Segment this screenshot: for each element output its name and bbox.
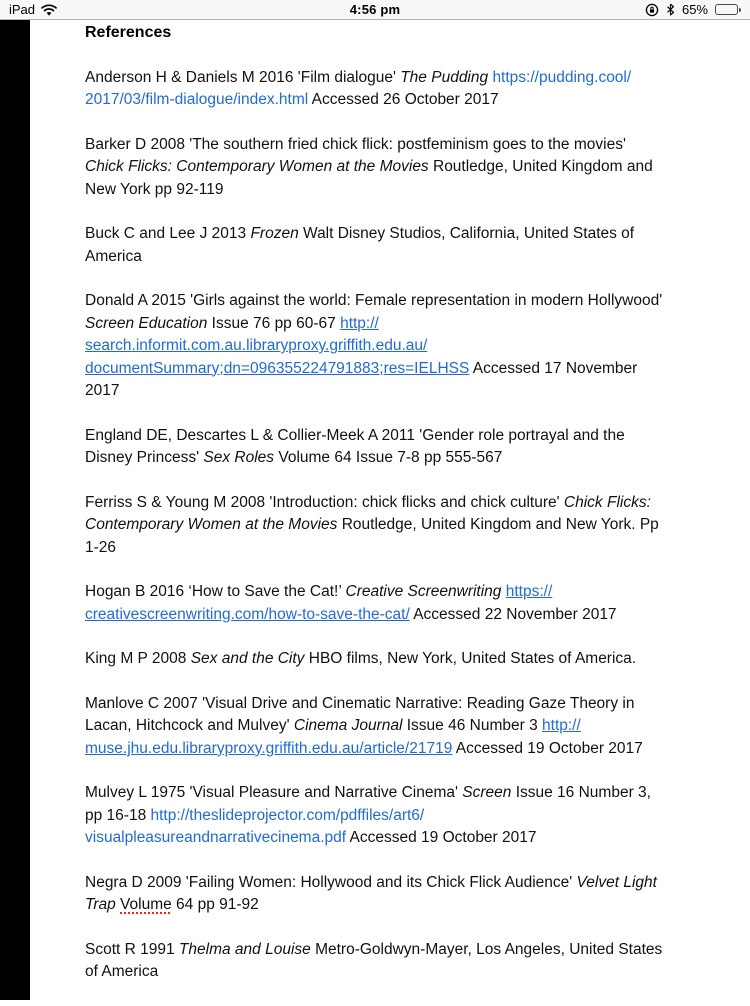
reference-text: Hogan B 2016 ‘How to Save the Cat!’: [85, 583, 346, 600]
reference-title: Sex and the City: [190, 650, 305, 667]
reference-title: Frozen: [250, 225, 299, 242]
reference-text: Volume 64 Issue 7-8 pp 555-567: [274, 449, 503, 466]
reference-link[interactable]: https://creativescreenwriting.com/how-to-save-the-cat/: [85, 583, 553, 623]
reference-text: Routledge, United Kingdom and New York. Pp 1-26: [85, 516, 659, 556]
reference-entry: [85, 492, 663, 560]
orientation-lock-icon: [645, 3, 659, 17]
references-list: [85, 67, 663, 984]
reference-text: Anderson H & Daniels M 2016 'Film dialogue': [85, 68, 401, 86]
reference-title: The Pudding: [400, 68, 489, 86]
reference-title: Sex Roles: [203, 449, 275, 466]
reference-title: Cinema Journal: [293, 717, 403, 734]
reference-entry: [85, 67, 663, 112]
reference-text: Accessed 22 November 2017: [409, 605, 617, 623]
reference-entry: [85, 581, 663, 626]
reference-link[interactable]: http://theslideprojector.com/pdffiles/art6/visualpleasureandnarrativecinema.pdf: [85, 806, 425, 846]
reference-entry: [85, 223, 663, 268]
reference-text: England DE, Descartes L & Collier-Meek A 2011 'Gender role portrayal and the Disney Princess': [85, 426, 625, 466]
status-bar: [0, 0, 750, 20]
reference-text: Ferriss S & Young M 2008 'Introduction: chick flicks and chick culture': [85, 493, 564, 511]
reference-text: Barker D 2008 'The southern fried chick flick: postfeminism goes to the movies': [85, 135, 626, 153]
reference-title: Screen: [462, 784, 512, 801]
battery-percent: 65%: [681, 2, 708, 17]
reference-entry: [85, 290, 663, 403]
time-label: 4:56 pm: [349, 2, 401, 17]
battery-body: [715, 4, 738, 15]
reference-text: King M P 2008: [85, 650, 191, 667]
reference-text: Issue 16 Number 3, pp 16-18: [85, 784, 651, 824]
reference-text: Accessed 19 October 2017: [346, 829, 537, 846]
reference-title: Screen Education: [85, 314, 208, 332]
status-bar-right: [645, 2, 741, 17]
reference-text: Walt Disney Studios, California, United States of America: [85, 225, 635, 265]
page-title: References: [85, 24, 172, 41]
reference-title: Chick Flicks: Contemporary Women at the Movies: [85, 493, 651, 533]
reference-text: Accessed 26 October 2017: [308, 91, 499, 108]
reference-link[interactable]: http://search.informit.com.au.libraryproxy.griffith.edu.au/documentSummary;dn=096355224791883;res=IELHSS: [85, 314, 470, 377]
reference-title: Chick Flicks: Contemporary Women at the Movies: [85, 158, 429, 175]
reference-entry: [85, 939, 663, 984]
reference-text: Issue 76 pp 60-67: [207, 314, 341, 332]
wifi-icon: [41, 4, 57, 16]
battery-icon: [715, 4, 741, 15]
reference-entry: [85, 134, 663, 202]
device-label: iPad: [9, 2, 36, 17]
reference-entry: [85, 872, 663, 917]
reference-text: Accessed 17 November 2017: [85, 359, 638, 399]
reference-entry: [85, 782, 663, 850]
reference-text: HBO films, New York, United States of America.: [304, 650, 637, 667]
reference-entry: [85, 425, 663, 470]
reference-text: Negra D 2009 'Failing Women: Hollywood and its Chick Flick Audience': [85, 873, 577, 891]
reference-title: Velvet Light Trap: [85, 873, 657, 913]
reference-text: Manlove C 2007 'Visual Drive and Cinematic Narrative: Reading Gaze Theory in Lacan, Hitchcock and Mulvey': [85, 694, 635, 734]
reference-text: Volume: [120, 896, 172, 913]
reference-entry: [85, 648, 663, 671]
document-page: [85, 22, 663, 1006]
reference-text: Issue 46 Number 3: [402, 717, 543, 734]
reference-text: Donald A 2015 'Girls against the world: Female representation in modern Hollywood': [85, 292, 663, 309]
reference-text: Metro-Goldwyn-Mayer, Los Angeles, United States of America: [85, 940, 663, 980]
bluetooth-icon: [666, 3, 675, 16]
reference-link[interactable]: https://pudding.cool/2017/03/film-dialogue/index.html: [85, 68, 632, 108]
reference-text: Scott R 1991: [85, 940, 179, 958]
reference-title: Creative Screenwriting: [345, 583, 502, 600]
reference-title: Thelma and Louise: [178, 940, 311, 958]
reference-text: Accessed 19 October 2017: [452, 739, 643, 757]
reference-text: Buck C and Lee J 2013: [85, 225, 251, 242]
reference-entry: [85, 693, 663, 761]
app-background-edge: [0, 20, 30, 1000]
battery-nub: [739, 8, 741, 12]
reference-text: Routledge, United Kingdom and New York pp 92-119: [85, 158, 653, 198]
reference-text: 64 pp 91-92: [171, 896, 259, 913]
reference-link[interactable]: http://muse.jhu.edu.libraryproxy.griffith.edu.au/article/21719: [85, 717, 581, 757]
status-bar-left: [9, 2, 57, 17]
reference-text: Mulvey L 1975 'Visual Pleasure and Narrative Cinema': [85, 784, 463, 801]
